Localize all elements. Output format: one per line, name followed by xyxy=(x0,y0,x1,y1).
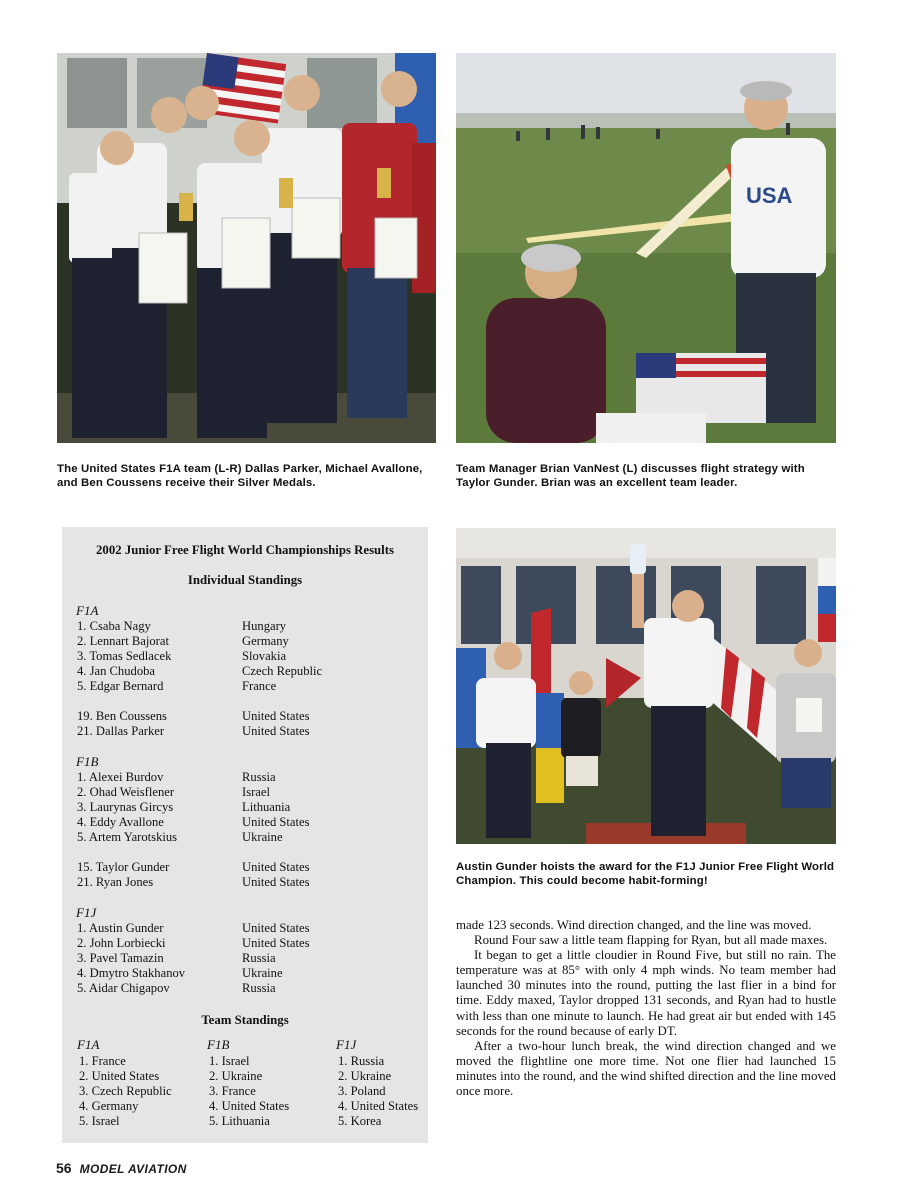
competitor-country: Lithuania xyxy=(242,800,291,815)
page-footer xyxy=(56,1160,187,1176)
results-box xyxy=(62,527,428,1143)
standing-row xyxy=(77,770,417,785)
competitor-name: 3. Tomas Sedlacek xyxy=(77,649,172,664)
competitor-name: 2. John Lorbiecki xyxy=(77,936,166,951)
team-column-f1b xyxy=(209,1037,289,1129)
caption-photo-1: The United States F1A team (L-R) Dallas Parker, Michael Avallone, and Ben Coussens receive their Silver Medals. xyxy=(57,463,423,489)
competitor-name: 21. Dallas Parker xyxy=(77,724,165,739)
competitor-name: 19. Ben Coussens xyxy=(77,709,167,723)
competitor-country: Ukraine xyxy=(242,830,283,845)
team-class-label: F1B xyxy=(207,1037,230,1052)
competitor-country: United States xyxy=(242,936,310,951)
competitor-country: United States xyxy=(242,860,310,874)
f1j-top-five xyxy=(77,921,417,996)
competitor-name: 1. Austin Gunder xyxy=(77,921,164,935)
svg-text:USA: USA xyxy=(746,183,793,208)
competitor-name: 4. Jan Chudoba xyxy=(77,664,156,679)
team-row: 5. Israel xyxy=(79,1114,120,1129)
team-row: 1. Russia xyxy=(338,1054,385,1068)
team-row: 5. Lithuania xyxy=(209,1114,270,1129)
team-row: 3. Poland xyxy=(338,1084,386,1099)
photo-team-manager xyxy=(456,53,836,443)
standing-row xyxy=(77,966,417,981)
competitor-name: 3. Pavel Tamazin xyxy=(77,951,164,966)
team-row: 5. Korea xyxy=(338,1114,382,1129)
standing-row xyxy=(77,679,417,694)
f1a-top-five xyxy=(77,619,417,694)
results-title: 2002 Junior Free Flight World Championships Results xyxy=(96,543,394,557)
f1b-top-five xyxy=(77,770,417,845)
team-class-label: F1A xyxy=(77,1037,100,1052)
competitor-country: United States xyxy=(242,709,310,723)
competitor-country: United States xyxy=(242,724,310,739)
competitor-name: 5. Artem Yarotskius xyxy=(77,830,178,845)
team-column-f1a xyxy=(79,1037,172,1129)
competitor-country: Slovakia xyxy=(242,649,287,664)
class-label-f1a: F1A xyxy=(76,603,99,618)
standing-row xyxy=(77,800,417,815)
standing-row xyxy=(77,709,417,724)
competitor-country: Israel xyxy=(242,785,270,800)
competitor-name: 15. Taylor Gunder xyxy=(77,860,170,874)
team-row: 4. Germany xyxy=(79,1099,139,1114)
competitor-name: 1. Alexei Burdov xyxy=(77,770,164,784)
standing-row xyxy=(77,785,417,800)
competitor-name: 2. Lennart Bajorat xyxy=(77,634,169,649)
team-standings-heading: Team Standings xyxy=(201,1013,289,1027)
competitor-name: 3. Laurynas Gircys xyxy=(77,800,174,815)
standing-row xyxy=(77,951,417,966)
competitor-country: United States xyxy=(242,921,310,935)
f1a-us-results xyxy=(77,709,417,739)
standing-row xyxy=(77,619,417,634)
standing-row xyxy=(77,649,417,664)
f1b-us-results xyxy=(77,860,417,890)
team-row: 2. United States xyxy=(79,1069,160,1084)
competitor-country: Russia xyxy=(242,770,276,784)
competitor-country: Russia xyxy=(242,951,276,966)
competitor-country: Russia xyxy=(242,981,276,996)
competitor-country: United States xyxy=(242,875,310,890)
team-row: 1. Israel xyxy=(209,1054,250,1068)
competitor-country: Germany xyxy=(242,634,289,649)
competitor-name: 4. Eddy Avallone xyxy=(77,815,164,830)
class-label-f1j: F1J xyxy=(76,905,97,920)
standing-row xyxy=(77,875,417,890)
photo-austin-gunder xyxy=(456,528,836,844)
competitor-name: 5. Edgar Bernard xyxy=(77,679,164,694)
team-row: 1. France xyxy=(79,1054,126,1068)
standing-row xyxy=(77,815,417,830)
standing-row xyxy=(77,724,417,739)
individual-standings-heading: Individual Standings xyxy=(187,573,303,587)
body-paragraph: It began to get a little cloudier in Round Five, but still no rain. The temperature was at 85° with only 4 mph winds. No team member had launched 30 minutes into the round, putting the last flier in a bind for time. Eddy maxed, Taylor dropped 131 seconds, and Ryan had to hustle with less than one minute to launch. He had great air but ended with 145 seconds for the round because of early DT. xyxy=(456,948,836,1038)
team-row: 4. United States xyxy=(338,1099,419,1114)
standing-row xyxy=(77,936,417,951)
caption-photo-2: Team Manager Brian VanNest (L) discusses flight strategy with Taylor Gunder. Brian was an excellent team leader. xyxy=(456,463,805,489)
standing-row xyxy=(77,860,417,875)
competitor-country: France xyxy=(242,679,277,694)
standing-row xyxy=(77,981,417,996)
class-label-f1b: F1B xyxy=(76,754,99,769)
body-paragraph: After a two-hour lunch break, the wind direction changed and we moved the flightline one more time. Not one flier had launched 15 minutes into the round, and the wind shifted direction and the line moved once more. xyxy=(456,1038,836,1099)
standing-row xyxy=(77,921,417,936)
photo-f1a-team xyxy=(57,53,436,443)
caption-photo-3: Austin Gunder hoists the award for the F1J Junior Free Flight World Champion. This could become habit-forming! xyxy=(456,861,835,887)
team-row: 3. France xyxy=(209,1084,256,1099)
team-class-label: F1J xyxy=(336,1037,357,1052)
page-number: 56 xyxy=(56,1160,72,1176)
team-column-f1j xyxy=(338,1037,418,1129)
team-row: 3. Czech Republic xyxy=(79,1084,172,1099)
standing-row xyxy=(77,634,417,649)
article-body xyxy=(456,918,836,1099)
competitor-name: 5. Aidar Chigapov xyxy=(77,981,170,996)
team-row: 2. Ukraine xyxy=(338,1069,392,1084)
body-paragraph: Round Four saw a little team flapping for Ryan, but all made maxes. xyxy=(474,933,828,948)
competitor-name: 2. Ohad Weisflener xyxy=(77,785,175,800)
competitor-name: 21. Ryan Jones xyxy=(77,875,154,890)
magazine-name: MODEL AVIATION xyxy=(79,1162,187,1176)
team-row: 2. Ukraine xyxy=(209,1069,263,1084)
standing-row xyxy=(77,664,417,679)
team-row: 4. United States xyxy=(209,1099,290,1114)
competitor-country: United States xyxy=(242,815,310,830)
competitor-country: Hungary xyxy=(242,619,287,633)
standing-row xyxy=(77,830,417,845)
competitor-country: Ukraine xyxy=(242,966,283,981)
body-paragraph: made 123 seconds. Wind direction changed, and the line was moved. xyxy=(456,918,812,932)
competitor-name: 4. Dmytro Stakhanov xyxy=(77,966,186,981)
competitor-country: Czech Republic xyxy=(242,664,323,679)
competitor-name: 1. Csaba Nagy xyxy=(77,619,151,633)
